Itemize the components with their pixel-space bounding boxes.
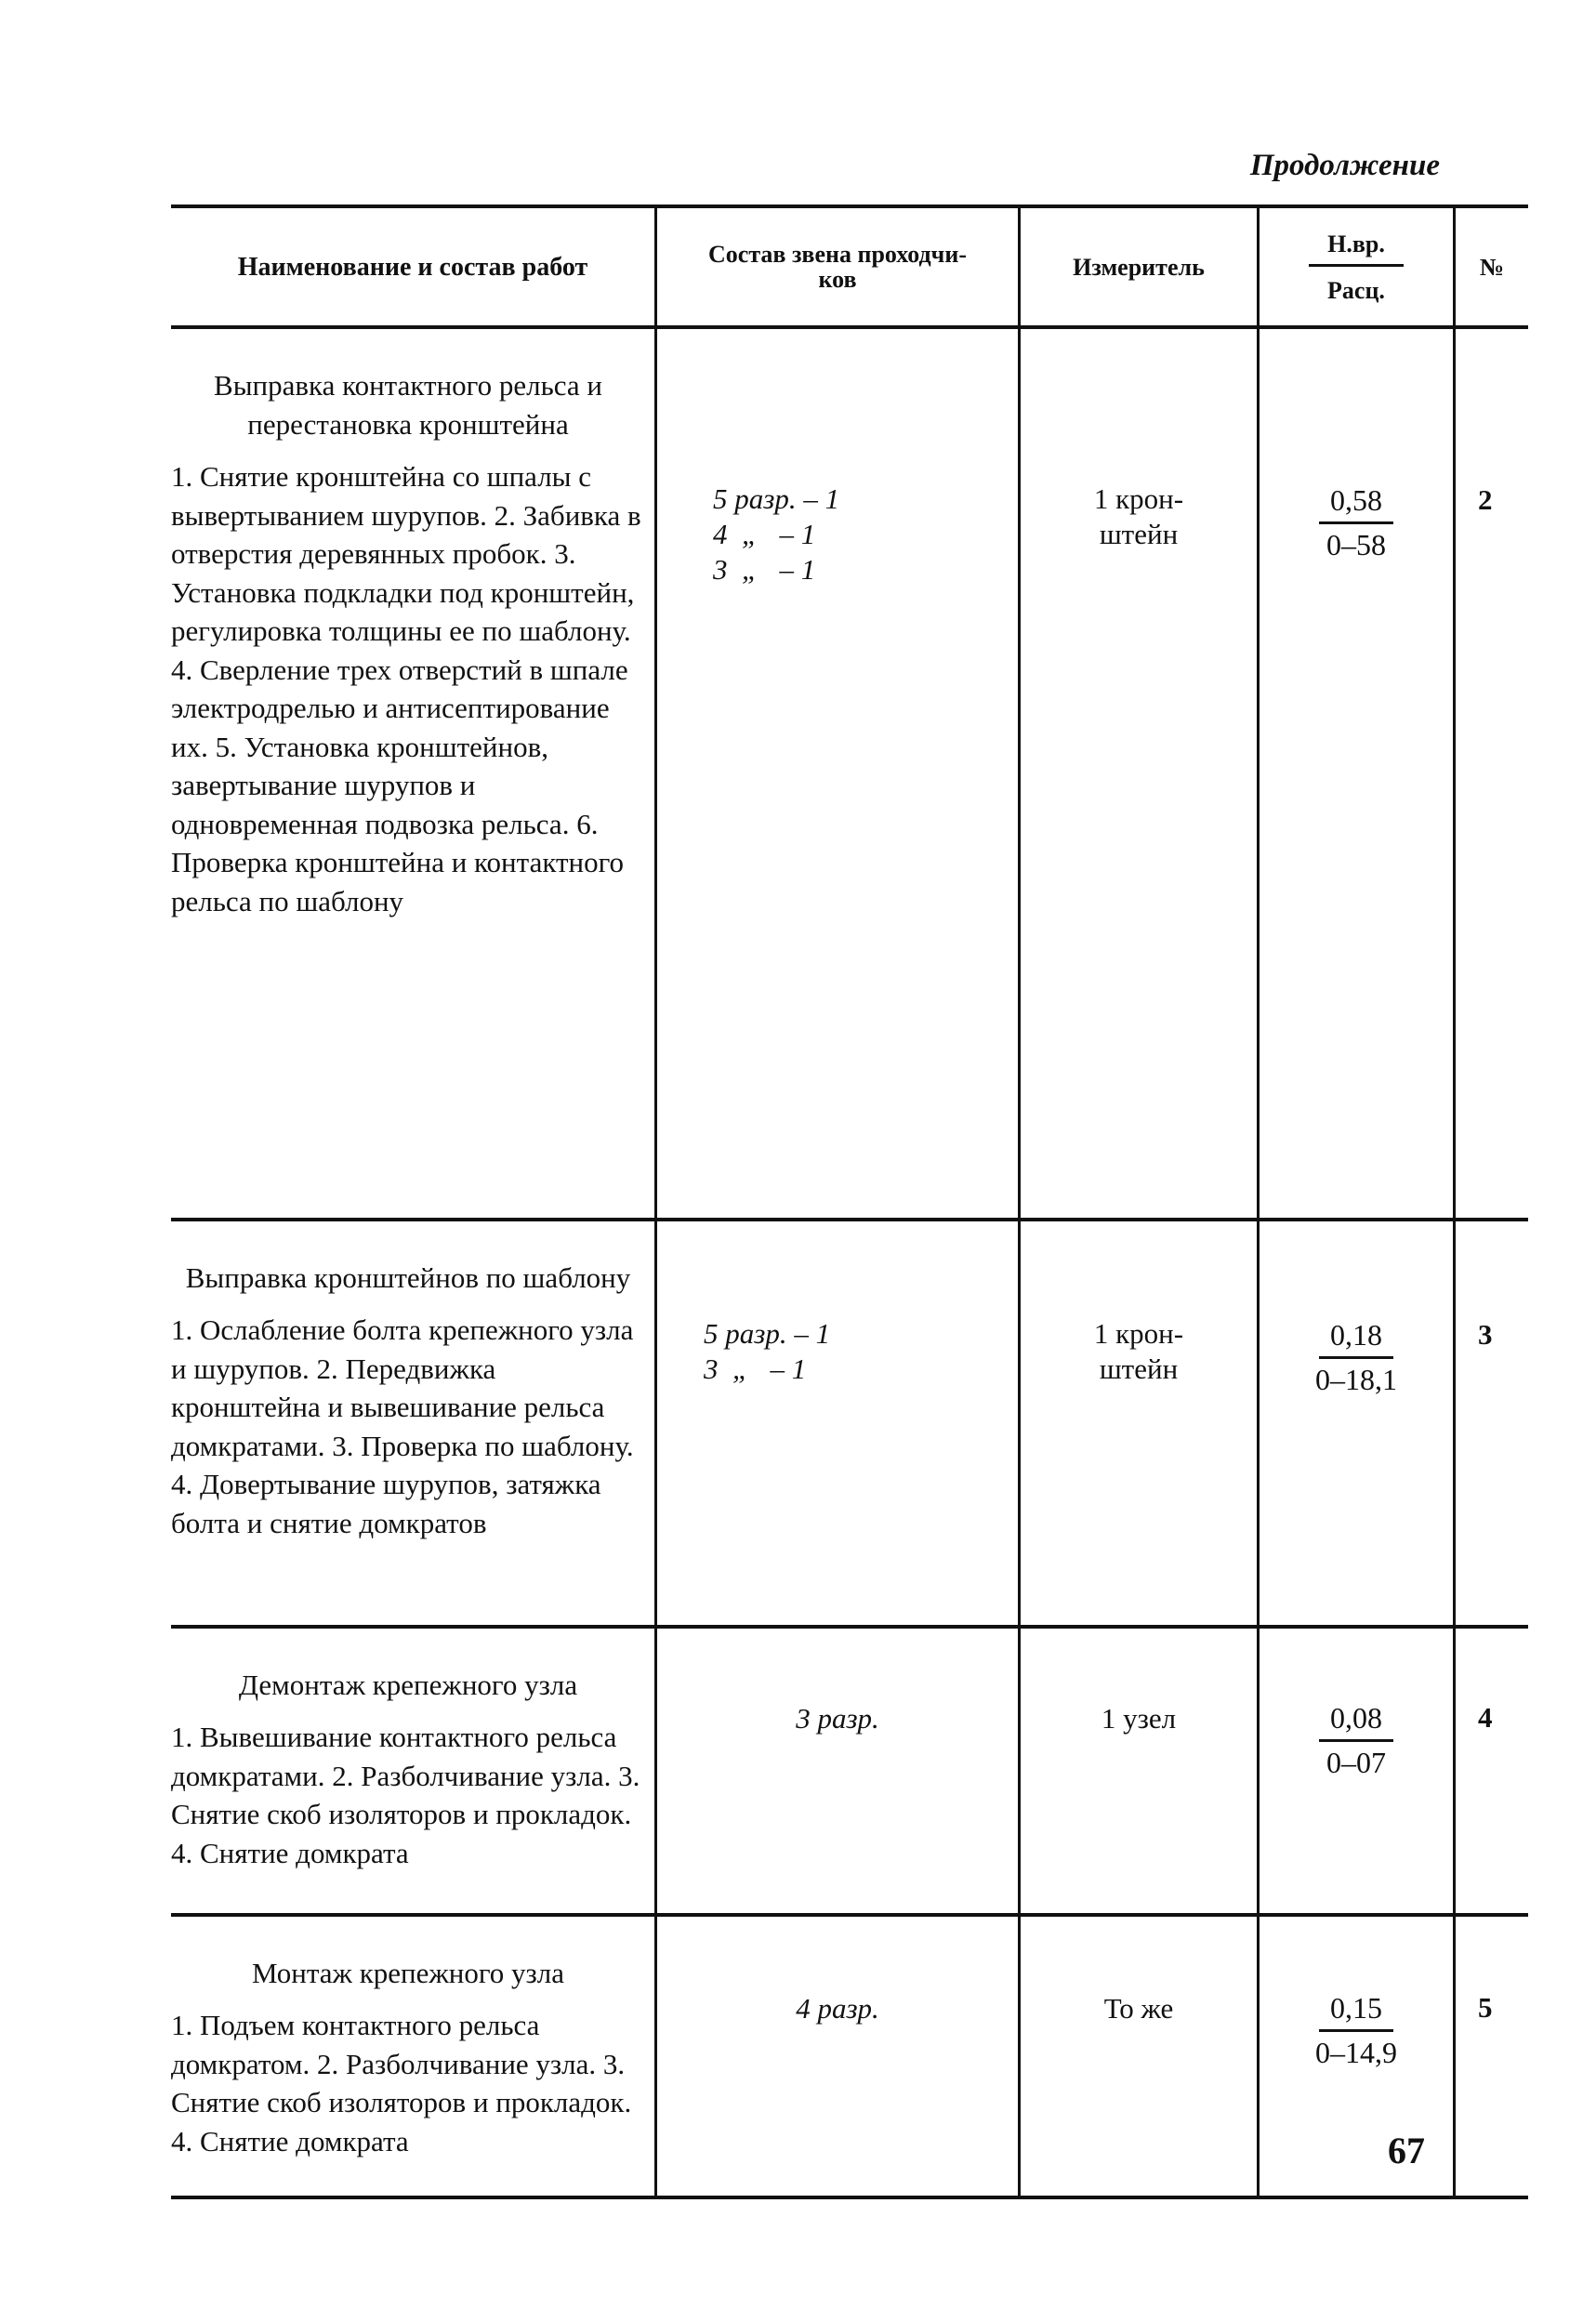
crew-line: 3 разр. (796, 1702, 879, 1735)
continuation-label: Продолжение (1249, 149, 1440, 182)
operation-description: 1. Ослабление болта крепежного узла и шурупов. 2. Передвижка кронштейна и вывешивание рельса домкратами. 3. Проверка по шаблону. 4. Довертывание шурупов, затяжка болта и снятие домкратов (171, 1313, 634, 1539)
table-row (171, 327, 1528, 1220)
table-header-row (171, 206, 1528, 327)
rate-cell (1259, 1627, 1455, 1915)
rate-value: 0–18,1 (1315, 1363, 1397, 1396)
crew-line: 5 разр. – 1 (704, 1317, 831, 1350)
column-header-number: № (1479, 253, 1505, 281)
rate-cell (1259, 327, 1455, 1220)
norm-time-value: 0,08 (1319, 1701, 1393, 1742)
crew-cell (656, 1220, 1020, 1627)
rate-cell (1259, 1220, 1455, 1627)
table-row (171, 1915, 1528, 2197)
crew-line: 3 „ – 1 (713, 553, 816, 586)
operation-description: 1. Вывешивание контактного рельса домкратами. 2. Разболчивание узла. 3. Снятие скоб изоляторов и прокладок. 4. Снятие домкрата (171, 1721, 640, 1869)
rate-value: 0–14,9 (1315, 2036, 1397, 2069)
crew-line: 4 „ – 1 (713, 518, 816, 550)
crew-line: 3 „ – 1 (704, 1352, 807, 1385)
work-cell (171, 1220, 656, 1627)
unit-cell: 1 крон-штейн (1020, 327, 1259, 1220)
column-header-rate: Расц. (1327, 276, 1385, 304)
norm-time-value: 0,18 (1319, 1318, 1393, 1359)
table-row (171, 1627, 1528, 1915)
page-number: 67 (1388, 2130, 1425, 2171)
crew-cell (656, 1627, 1020, 1915)
norms-table (171, 205, 1528, 2199)
operation-title: Выправка кронштейнов по шаблону (185, 1261, 631, 1294)
operation-title: Выправка контактного рельса и перестановка кронштейна (214, 369, 602, 441)
crew-cell (656, 327, 1020, 1220)
work-cell (171, 327, 656, 1220)
rate-value: 0–58 (1326, 528, 1386, 561)
rate-value: 0–07 (1326, 1746, 1386, 1779)
column-header-norm (1259, 206, 1455, 327)
column-header-crew: Состав звена проходчи-ков (656, 206, 1020, 327)
operation-description: 1. Подъем контактного рельса домкратом. 2. Разболчивание узла. 3. Снятие скоб изоляторов и прокладок. 4. Снятие домкрата (171, 2009, 632, 2157)
unit-cell: То же (1020, 1915, 1259, 2197)
operation-title: Монтаж крепежного узла (251, 1957, 565, 1989)
table-row (171, 1220, 1528, 1627)
norm-time-value: 0,58 (1319, 483, 1393, 524)
column-header-norm-time: Н.вр. (1309, 231, 1404, 267)
column-header-name: Наименование и состав работ (171, 206, 656, 327)
row-number: 3 (1478, 1318, 1493, 1351)
crew-cell (656, 1915, 1020, 2197)
row-number: 2 (1478, 483, 1493, 516)
norm-time-value: 0,15 (1319, 1991, 1393, 2032)
row-number: 4 (1478, 1701, 1493, 1734)
unit-cell: 1 крон-штейн (1020, 1220, 1259, 1627)
unit-cell: 1 узел (1020, 1627, 1259, 1915)
column-header-unit: Измеритель (1020, 206, 1259, 327)
row-number: 5 (1478, 1991, 1493, 2024)
operation-description: 1. Снятие кронштейна со шпалы с вывертыванием шурупов. 2. Забивка в отверстия деревянных пробок. 3. Установка подкладки под кронштейн, регулировка толщины ее по шаблону. 4. Сверление трех отверстий в шпале электродрелью и антисептирование их. 5. Установка кронштейнов, завертывание шурупов и одновременная подвозка рельса. 6. Проверка кронштейна и контактного рельса по шаблону (171, 460, 641, 917)
work-cell (171, 1627, 656, 1915)
crew-line: 5 разр. – 1 (713, 482, 840, 515)
work-cell (171, 1915, 656, 2197)
crew-line: 4 разр. (796, 1992, 879, 2025)
operation-title: Демонтаж крепежного узла (238, 1669, 578, 1701)
